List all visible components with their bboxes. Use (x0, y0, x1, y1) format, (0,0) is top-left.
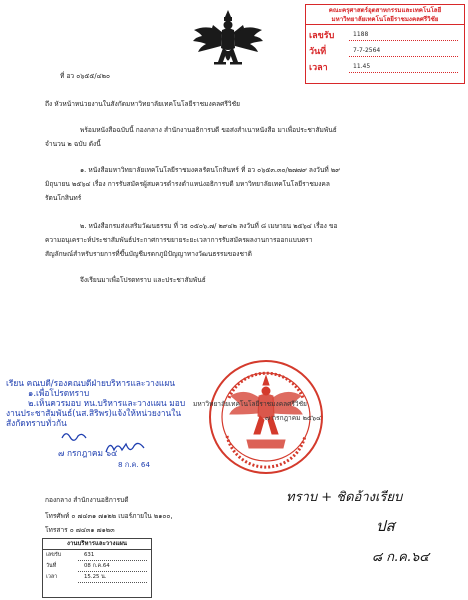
receipt-time-label: เวลา (309, 63, 328, 73)
handwritten-acknowledgement: ทราบ + ชิดอ้างเรียบ (286, 490, 403, 505)
receipt-stamp-header (306, 5, 464, 24)
department-stamp-title: งานบริหารและวางแผน (43, 539, 151, 550)
item-2-line-2: ความอนุเคราะห์ประชาสัมพันธ์ประกาศการขยายระยะเวลาการรับสมัครผลงานการออกแบบตรา (45, 236, 313, 244)
intro-line-1: พร้อมหนังสือฉบับนี้ กองกลาง สำนักงานอธิการบดี ขอส่งสำเนาหนังสือ มาเพื่อประชาสัมพันธ์ (80, 126, 337, 134)
letter-recipient: ถึง หัวหน้าหน่วยงานในสังกัดมหาวิทยาลัยเทคโนโลยีราชมงคลศรีวิชัย (45, 100, 240, 108)
receipt-date-label: วันที่ (309, 47, 327, 57)
routing-note-date-2: 8 ก.ค. 64 (118, 460, 151, 469)
routing-note-line-2: ๑.เพื่อโปรดทราบ (28, 388, 90, 398)
item-2-line-1: ๒. หนังสือกรมส่งเสริมวัฒนธรรม ที่ วธ ๐๕๐๖.๗/ ๒๙๔๒ ลงวันที่ ๘ เมษายน ๒๕๖๔ เรื่อง ขอ (80, 222, 338, 230)
reference-number: ที่ อว ๐๖๕๕/๔๒๐ (60, 72, 110, 80)
receipt-time-value: 11.45 (349, 62, 458, 73)
receipt-number-value: 1188 (349, 30, 458, 41)
receipt-time-row (306, 59, 464, 75)
routing-note-line-4: งานประชาสัมพันธ์(นส.สิริพร)แจ้งให้หน่วยงานใน (6, 408, 182, 418)
receipt-number-label: เลขรับ (309, 31, 335, 41)
receipt-stamp (305, 4, 465, 84)
receipt-date-value: 7-7-2564 (349, 46, 458, 57)
closing-line: จึงเรียนมาเพื่อโปรดทราบ และประชาสัมพันธ์ (80, 276, 206, 284)
handwritten-date: ๘ ก.ค.๖๔ (372, 550, 430, 565)
signature-date: ๗ กรกฎาคม ๒๕๖๔ (265, 414, 322, 422)
garuda-emblem-icon (190, 8, 266, 76)
routing-note-line-1: เรียน คณบดี/รองคณบดีฝ่ายบริหารและวางแผน (6, 378, 175, 388)
department-number-label: เลขรับ (46, 552, 62, 558)
signature-organization: มหาวิทยาลัยเทคโนโลยีราชมงคลศรีวิชัย (193, 400, 307, 408)
department-date-label: วันที่ (46, 563, 57, 569)
receipt-stamp-header-line2: มหาวิทยาลัยเทคโนโลยีราชมงคลศรีวิชัย (331, 15, 439, 23)
department-number-value: 631 (78, 550, 147, 561)
blue-signature-2 (104, 438, 148, 458)
item-1-line-1: ๑. หนังสือมหาวิทยาลัยเทคโนโลยีราชมงคลรัตนโกสินทร์ ที่ อว ๐๖๕๓.๓๐/๒๗๗๙ ลงวันที่ ๒๙ (80, 166, 341, 174)
office-phone: โทรศัพท์ ๐ ๗๔๓๑ ๗๑๒๒ เบอร์ภายใน ๒๑๐๐, (45, 512, 173, 520)
department-time-row (43, 572, 151, 583)
office-name: กองกลาง สำนักงานอธิการบดี (45, 496, 129, 504)
item-1-line-3: รัตนโกสินทร์ (45, 194, 82, 202)
handwritten-initials: ปส (376, 517, 395, 535)
item-1-line-2: มิถุนายน ๒๕๖๔ เรื่อง การรับสมัครผู้สมควรดำรงตำแหน่งอธิการบดี มหาวิทยาลัยเทคโนโลยีราชมงคล (45, 180, 330, 188)
routing-note-line-3: ๒.เห็นควรมอบ หน.บริหารและวางแผน มอบ (28, 398, 186, 408)
department-number-row (43, 550, 151, 561)
receipt-number-row (306, 27, 464, 43)
intro-line-2: จำนวน ๒ ฉบับ ดังนี้ (45, 140, 101, 148)
department-date-value: 08 ก.ค.64 (78, 561, 147, 572)
routing-note-line-5: สังกัดทราบทั่วกัน (6, 418, 67, 428)
receipt-date-row (306, 43, 464, 59)
receipt-stamp-header-line1: คณะครุศาสตร์อุตสาหกรรมและเทคโนโลยี (328, 7, 442, 14)
blue-signature-mark (60, 428, 90, 442)
routing-note-date: ๗ กรกฎาคม ๖๔ (58, 448, 118, 458)
department-time-value: 15.25 น. (78, 572, 147, 583)
department-date-row (43, 561, 151, 572)
department-receipt-stamp (42, 538, 152, 598)
item-2-line-3: สัญลักษณ์สำหรับรายการที่ขึ้นบัญชีมรดกภูมิปัญญาทางวัฒนธรรมของชาติ (45, 250, 252, 258)
office-fax: โทรสาร ๐ ๗๔๓๑ ๗๑๒๓ (45, 526, 115, 534)
handwritten-routing-note (6, 378, 185, 428)
department-time-label: เวลา (46, 574, 58, 580)
